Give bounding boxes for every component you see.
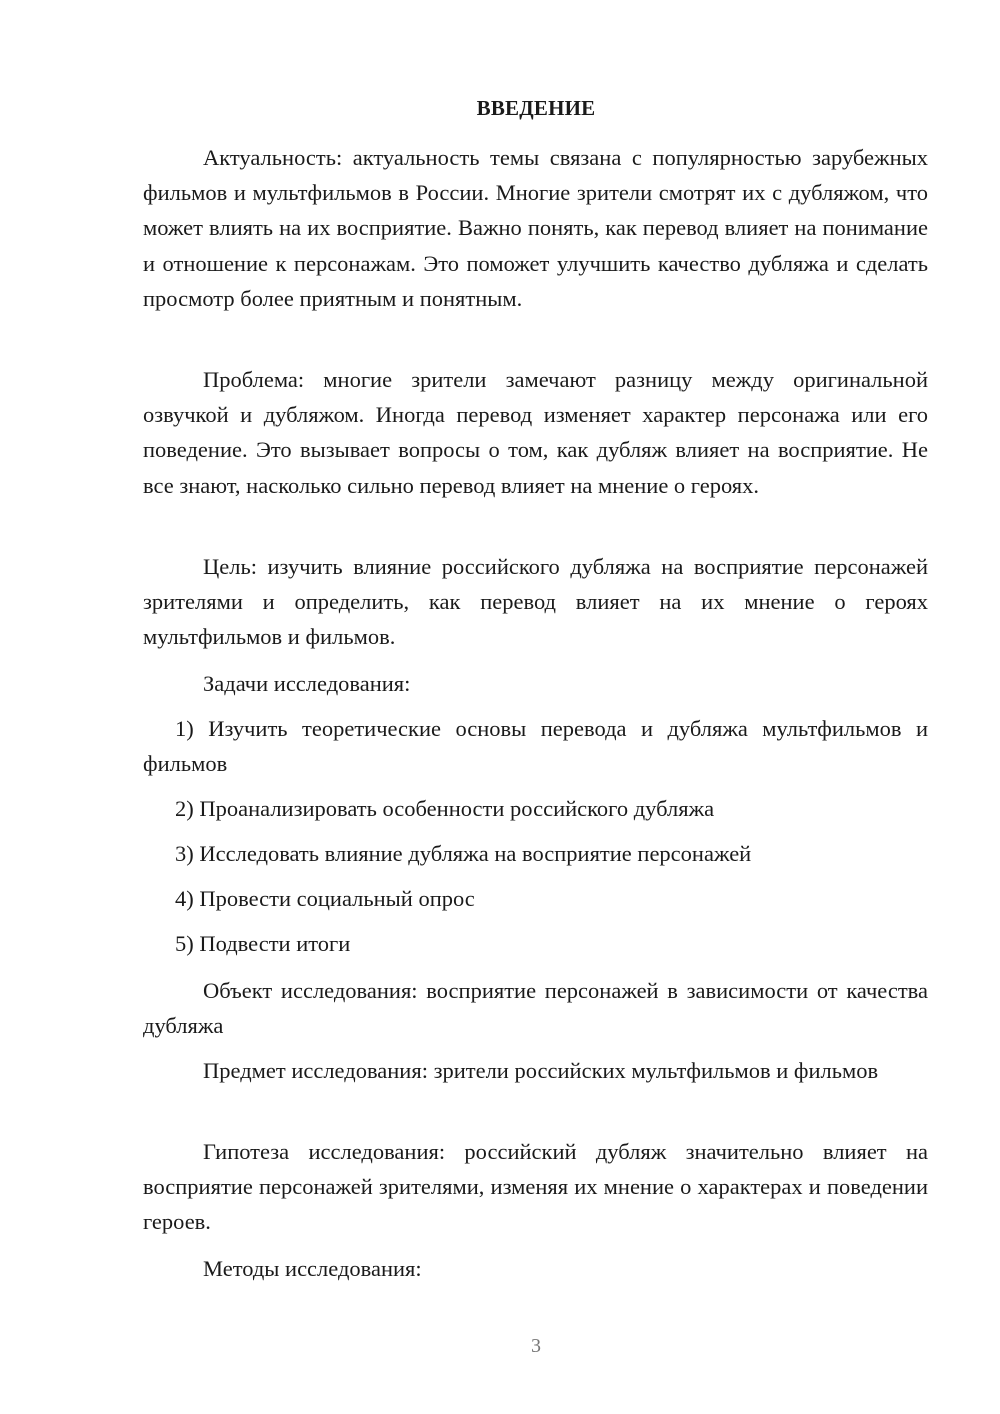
task-item-2: 2) Проанализировать особенности российского дубляжа (175, 796, 715, 821)
paragraph-goal: Цель: изучить влияние российского дубляжа на восприятие персонажей зрителями и определить, как перевод влияет на их мнение о героях мультфильмов и фильмов. (143, 554, 928, 650)
tasks-heading: Задачи исследования: (203, 671, 411, 696)
task-item-3: 3) Исследовать влияние дубляжа на восприятие персонажей (175, 841, 752, 866)
page-number: 3 (531, 1335, 541, 1357)
paragraph-subject: Предмет исследования: зрители российских мультфильмов и фильмов (203, 1058, 879, 1083)
page-title: ВВЕДЕНИЕ (476, 96, 596, 120)
paragraph-hypothesis: Гипотеза исследования: российский дубляж значительно влияет на восприятие персонажей зрителями, изменяя их мнение о характерах и поведении героев. (143, 1139, 928, 1235)
task-item-1: 1) Изучить теоретические основы перевода и дубляжа мультфильмов и фильмов (143, 716, 928, 777)
paragraph-object: Объект исследования: восприятие персонажей в зависимости от качества дубляжа (143, 978, 928, 1039)
methods-heading: Методы исследования: (203, 1256, 422, 1281)
task-item-5: 5) Подвести итоги (175, 931, 351, 956)
task-item-4: 4) Провести социальный опрос (175, 886, 475, 911)
paragraph-problem: Проблема: многие зрители замечают разницу между оригинальной озвучкой и дубляжом. Иногда перевод изменяет характер персонажа или его поведение. Это вызывает вопросы о том, как дубляж влияет на восприятие. Не все знают, насколько сильно перевод влияет на мнение о героях. (143, 367, 928, 498)
paragraph-relevance: Актуальность: актуальность темы связана с популярностью зарубежных фильмов и мультфильмов в России. Многие зрители смотрят их с дубляжом, что может влиять на их восприятие. Важно понять, как перевод влияет на понимание и отношение к персонажам. Это поможет улучшить качество дубляжа и сделать просмотр более приятным и понятным. (143, 145, 928, 311)
